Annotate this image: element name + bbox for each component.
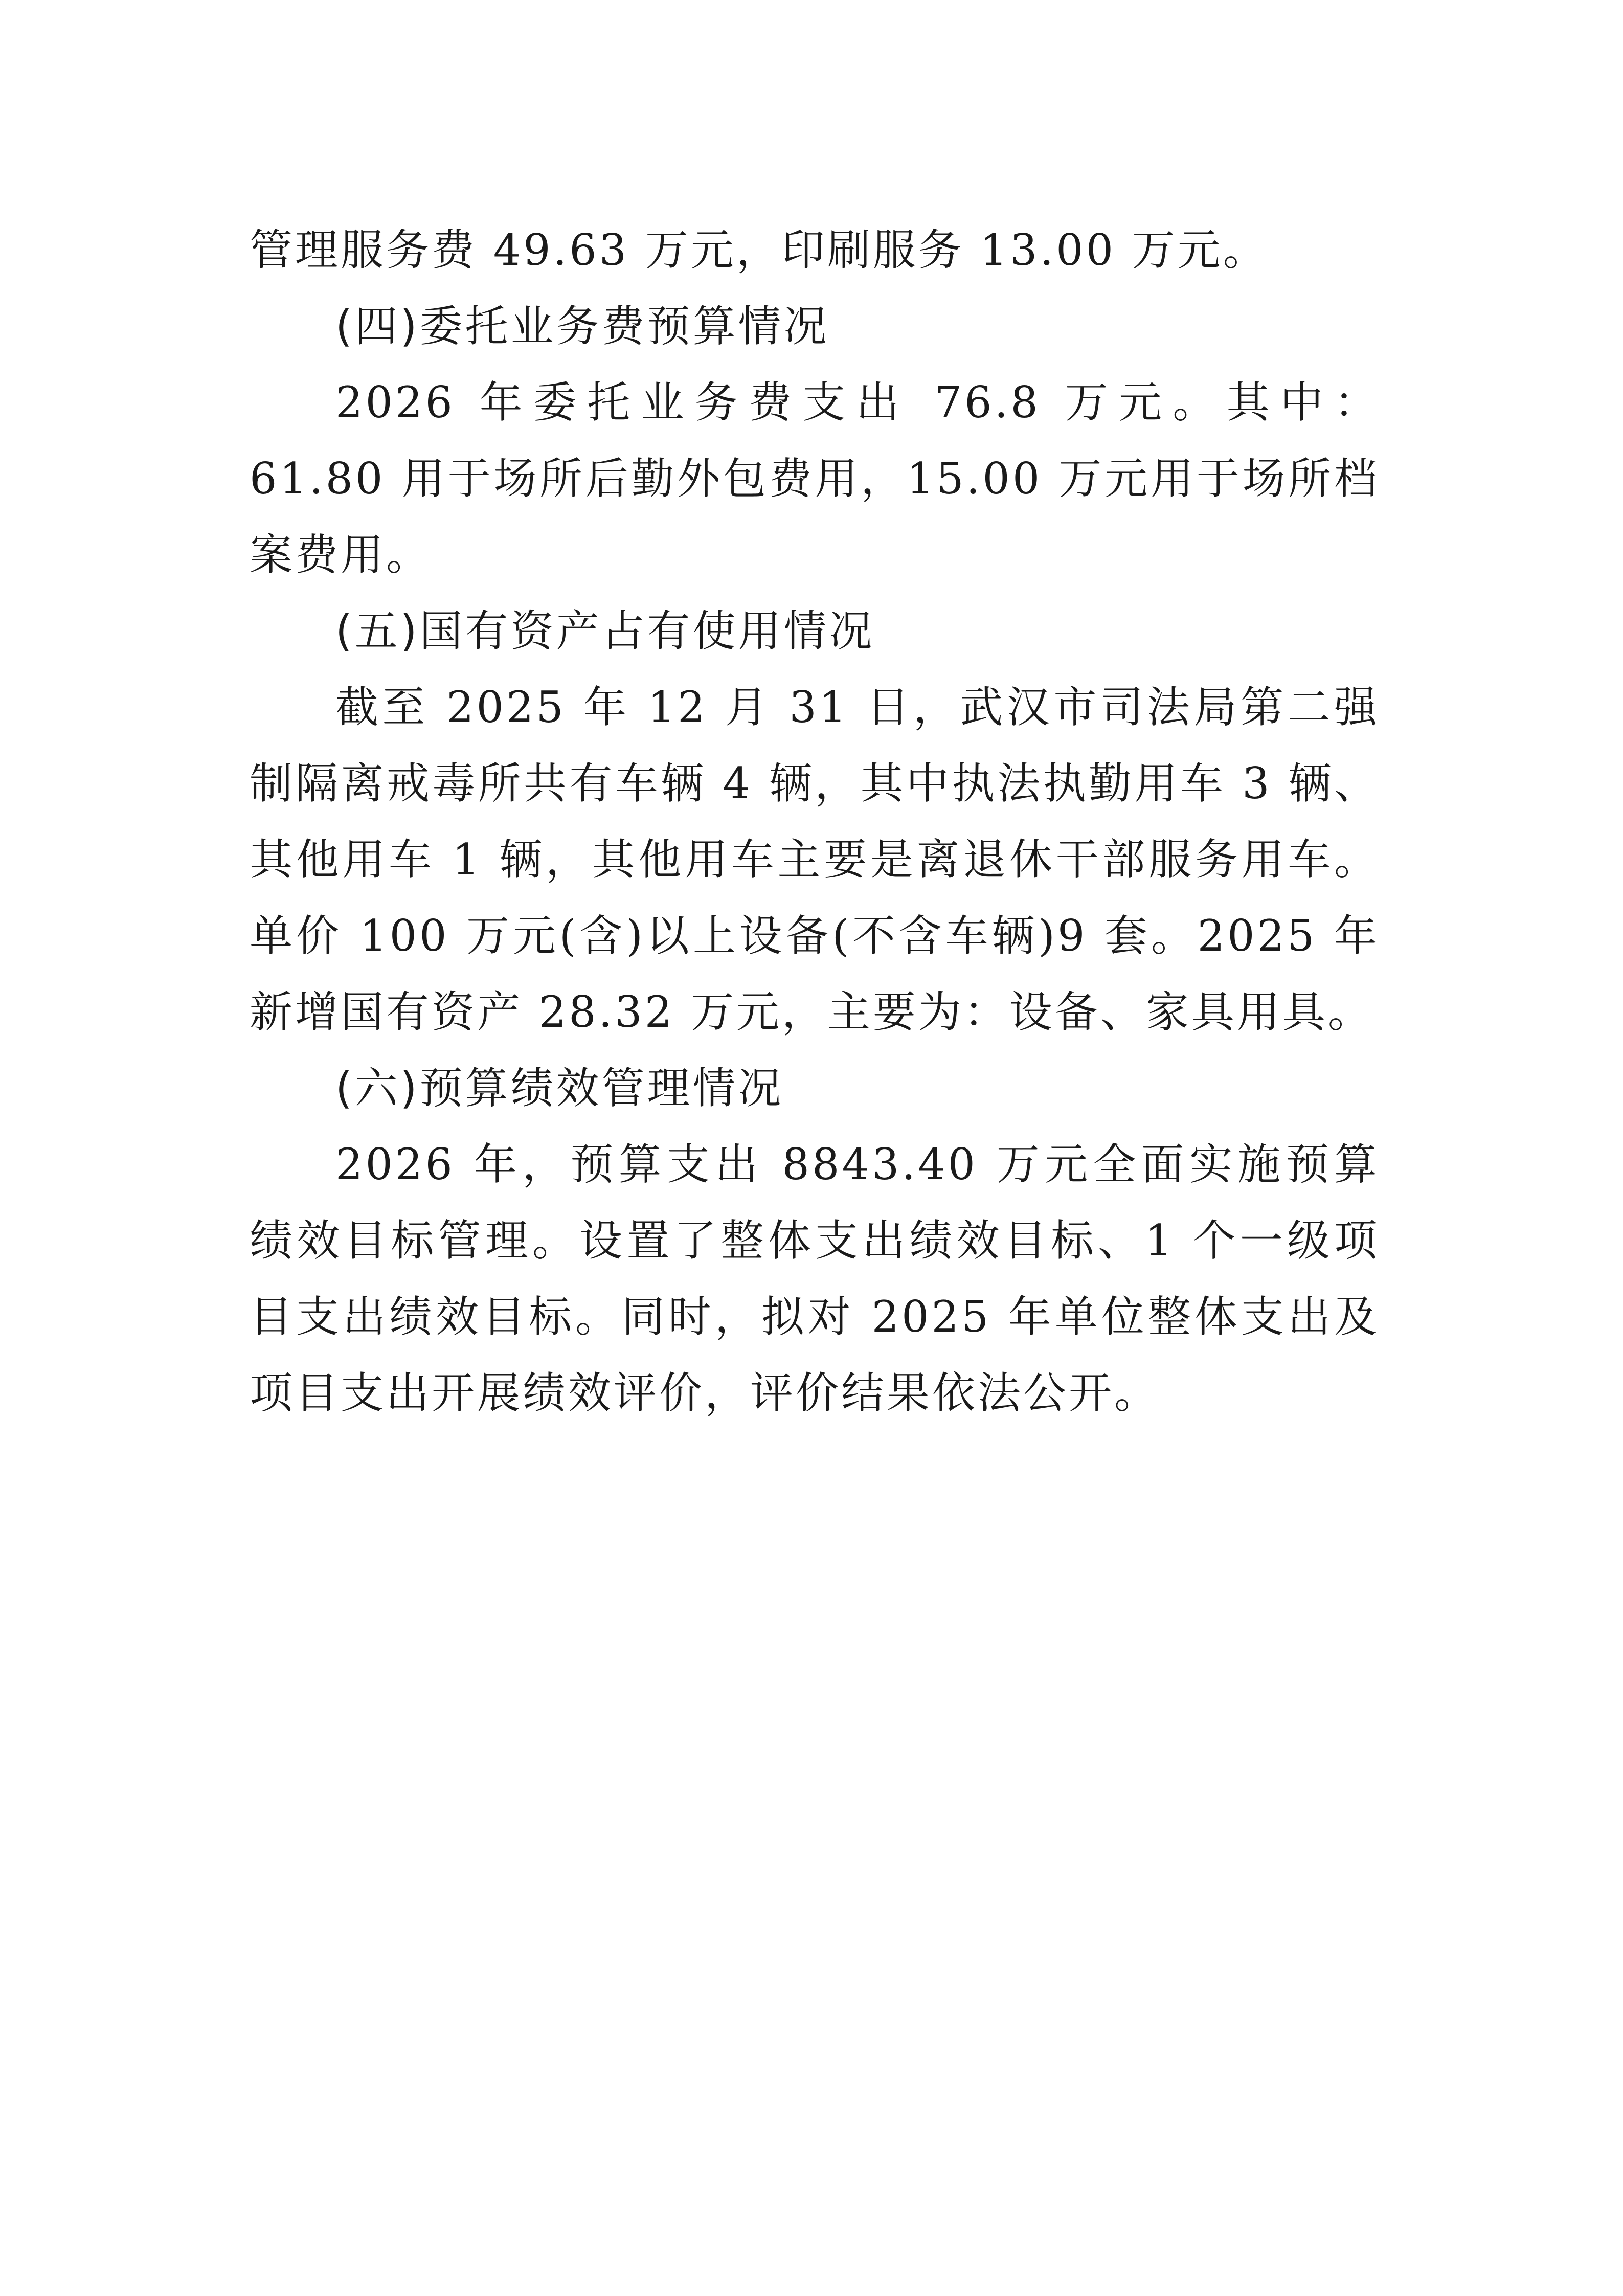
paragraph-continued: 管理服务费 49.63 万元，印刷服务 13.00 万元。 — [250, 225, 1269, 275]
section-heading-5: (五)国有资产占有使用情况 — [335, 606, 875, 656]
paragraph-state-assets: 截至 2025 年 12 月 31 日，武汉市司法局第二强制隔离戒毒所共有车辆 4 辆，其中执法执勤用车 3 辆、其他用车 1 辆，其他用车主要是离退休干部服务用车。单价 100 万元(含)以上设备(不含车辆)9 套。2025 年新增国有资产 28.32 万元，主要为：设备、家具用具。 — [250, 682, 1380, 1037]
document-body — [250, 212, 1380, 1431]
paragraph-performance-management: 2026 年，预算支出 8843.40 万元全面实施预算绩效目标管理。设置了整体支出绩效目标、1 个一级项目支出绩效目标。同时，拟对 2025 年单位整体支出及项目支出开展绩效评价，评价结果依法公开。 — [250, 1139, 1380, 1418]
section-heading-4: (四)委托业务费预算情况 — [335, 301, 829, 351]
section-heading-6: (六)预算绩效管理情况 — [335, 1063, 784, 1113]
paragraph-entrusted-services: 2026 年委托业务费支出 76.8 万元。其中：61.80 用于场所后勤外包费用，15.00 万元用于场所档案费用。 — [250, 377, 1380, 580]
